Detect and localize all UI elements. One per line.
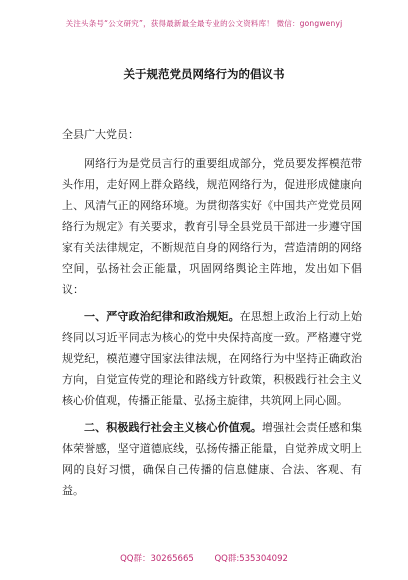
proposal-heading-2: 二、积极践行社会主义核心价值观。: [84, 421, 262, 434]
intro-paragraph: 网络行为是党员言行的重要组成部分，党员要发挥模范带头作用，走好网上群众路线，规范网络行为，促进形成健康向上、风清气正的网络环境。为贯彻落实好《中国共产党党员网络行为规定》有关要求，教育引导全县党员干部进一步遵守国家有关法律规定，不断规范自身的网络行为，营造清朗的网络空间，弘扬社会正能量，巩固网络舆论主阵地，发出如下倡议：: [62, 157, 362, 296]
footer-contact: [0, 552, 408, 564]
proposal-item-1: [62, 306, 362, 411]
proposal-text-2: 增强社会责任感和集体荣誉感，坚守道德底线，弘扬传播正能量，自觉养成文明上网的良好习惯，确保自己传播的信息健康、合法、客观、有益。: [62, 421, 362, 497]
document-title: 关于规范党员网络行为的倡议书: [123, 67, 285, 81]
promo-banner: 关注头条号“公文研究”，获得最新最全最专业的公文资料库！ 微信：gongwenyj: [65, 19, 343, 28]
document-body: [62, 124, 362, 507]
proposal-text-1: 在思想上政治上行动上始终同以习近平同志为核心的党中央保持高度一致。严格遵守党规党纪，模范遵守国家法律法规，在网络行为中坚持正确政治方向，自觉宣传党的理论和路线方针政策，积极践行社会主义核心价值观，传播正能量、弘扬主旋律，共筑网上同心圆。: [62, 310, 362, 407]
proposal-item-2: [62, 417, 362, 501]
salutation: 全县广大党员：: [62, 128, 139, 141]
qq-group-2: QQ群:535304092: [214, 554, 288, 564]
proposal-heading-1: 一、严守政治纪律和政治规矩。: [84, 310, 240, 323]
qq-group-1: QQ群：30265665: [120, 554, 194, 564]
